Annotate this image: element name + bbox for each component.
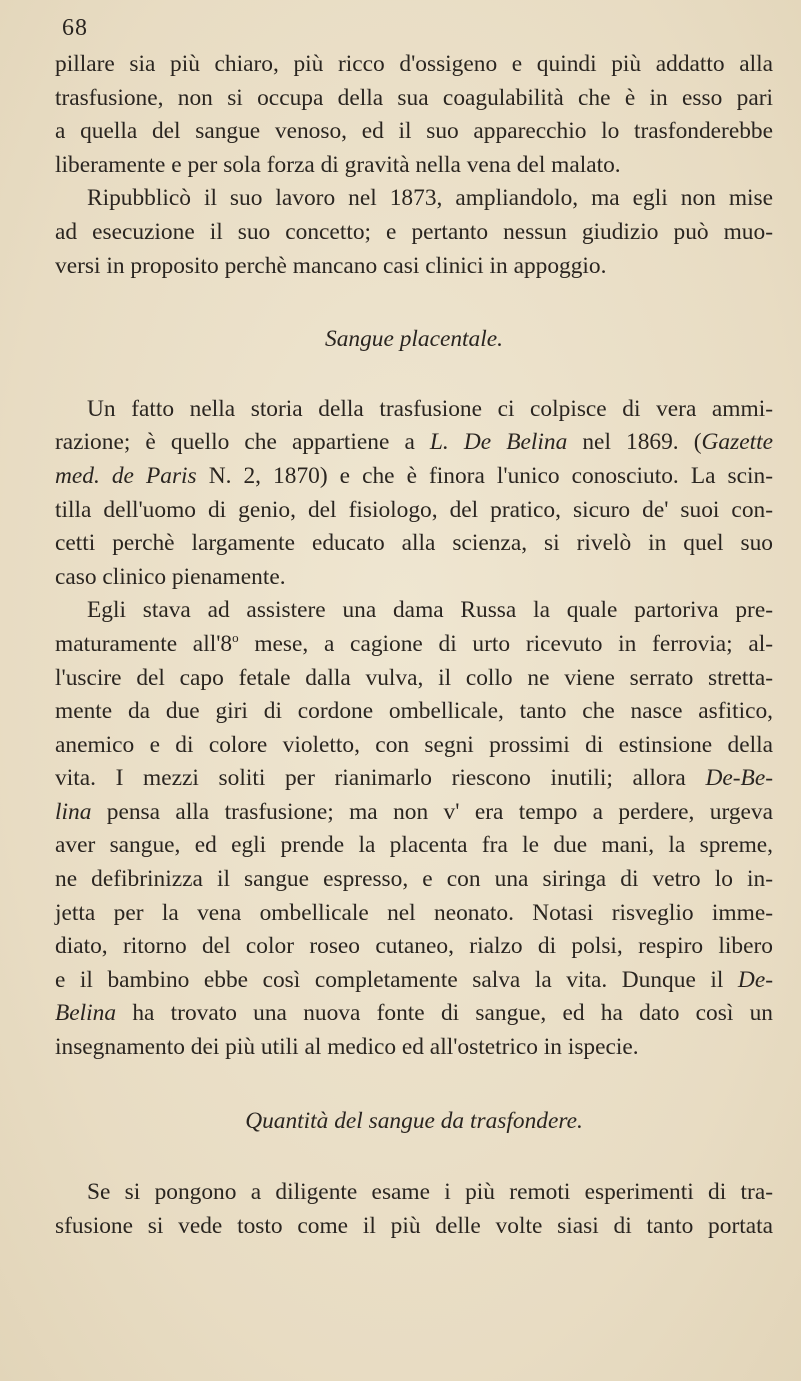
paragraph-de-belina-intro <box>55 393 773 595</box>
text-line <box>55 997 773 1031</box>
paragraph-case-report <box>55 594 773 1064</box>
journal-title: med. de Paris <box>55 462 197 489</box>
text-line: sfusione si vede tosto come il più delle volte siasi di tanto portata <box>55 1212 773 1239</box>
text-line: a quella del sangue venoso, ed il suo apparecchio lo trasfonderebbe <box>55 118 773 145</box>
text-line: diato, ritorno del color roseo cutaneo, rialzo di polsi, respiro libero <box>55 933 773 960</box>
text-line: anemico e di colore violetto, con segni prossimi di estinsione della <box>55 731 773 758</box>
text-line: Se si pongono a diligente esame i più remoti esperimenti di tra- <box>87 1179 773 1206</box>
text-line <box>55 964 773 998</box>
paragraph-intro <box>55 48 773 182</box>
section-heading-blood-quantity: Quantità del sangue da trasfondere. <box>245 1107 583 1134</box>
paragraph-experiments <box>55 1176 773 1243</box>
text-line <box>55 426 773 460</box>
text-line: mente da due giri di cordone ombellicale, tanto che nasce asfitico, <box>55 698 773 725</box>
text-line: Ripubblicò il suo lavoro nel 1873, ampliandolo, ma egli non mise <box>87 185 773 212</box>
text-line: Egli stava ad assistere una dama Russa la quale partoriva pre- <box>87 597 773 624</box>
text-fragment: maturamente all'8 <box>55 630 233 657</box>
text-line: ad esecuzione il suo concetto; e pertanto nessun giudizio può muo- <box>55 218 773 245</box>
text-line: trasfusione, non si occupa della sua coagulabilità che è in esso pari <box>55 84 773 111</box>
text-line: l'uscire del capo fetale dalla vulva, il collo ne viene serrato stretta- <box>55 664 773 691</box>
text-line: tilla dell'uomo di genio, del fisiologo, del pratico, sicuro de' suoi con- <box>55 496 773 523</box>
paragraph-republication <box>55 182 773 283</box>
text-line <box>55 460 773 494</box>
text-line: Un fatto nella storia della trasfusione ci colpisce di vera ammi- <box>87 395 773 422</box>
text-fragment: ha trovato una nuova fonte di sangue, ed ha dato così un <box>116 1000 773 1027</box>
ordinal-superscript: o <box>232 629 239 645</box>
page-number: 68 <box>62 15 88 41</box>
text-fragment: razione; è quello che appartiene a <box>55 429 430 456</box>
text-line <box>55 762 773 796</box>
author-name: L. De Belina <box>429 429 568 456</box>
author-name: De- <box>737 966 773 993</box>
text-fragment: e il bambino ebbe così completamente salva la vita. Dunque il <box>55 966 738 993</box>
book-page <box>55 14 773 1243</box>
author-name: De-Be- <box>705 765 773 792</box>
text-line: versi in proposito perchè mancano casi clinici in appoggio. <box>55 252 607 279</box>
text-line: liberamente e per sola forza di gravità nella vena del malato. <box>55 151 621 178</box>
text-line: pillare sia più chiaro, più ricco d'ossigeno e quindi più addatto alla <box>55 51 773 77</box>
text-line: ne defibrinizza il sangue espresso, e con una siringa di vetro lo in- <box>55 866 773 893</box>
text-line: aver sangue, ed egli prende la placenta fra le due mani, la spreme, <box>55 832 773 859</box>
text-fragment: N. 2, 1870) e che è finora l'unico conosciuto. La scin- <box>196 462 773 489</box>
text-fragment: mese, a cagione di urto ricevuto in ferrovia; al- <box>238 630 773 657</box>
text-fragment: vita. I mezzi soliti per rianimarlo riescono inutili; allora <box>55 765 706 792</box>
text-line: insegnamento dei più utili al medico ed all'ostetrico in ispecie. <box>55 1034 639 1061</box>
text-line <box>55 628 773 662</box>
section-heading-placental-blood: Sangue placentale. <box>325 326 503 353</box>
text-line <box>55 796 773 830</box>
text-fragment: nel 1869. ( <box>567 429 702 456</box>
text-fragment: pensa alla trasfusione; ma non v' era tempo a perdere, urgeva <box>91 798 773 825</box>
journal-title: Gazette <box>701 429 773 456</box>
text-line: jetta per la vena ombellicale nel neonato. Notasi risveglio imme- <box>55 899 773 926</box>
text-line: cetti perchè largamente educato alla scienza, si rivelò in quel suo <box>55 530 773 557</box>
text-line: caso clinico pienamente. <box>55 563 286 590</box>
author-name: Belina <box>55 1000 117 1027</box>
author-name: lina <box>55 798 92 825</box>
